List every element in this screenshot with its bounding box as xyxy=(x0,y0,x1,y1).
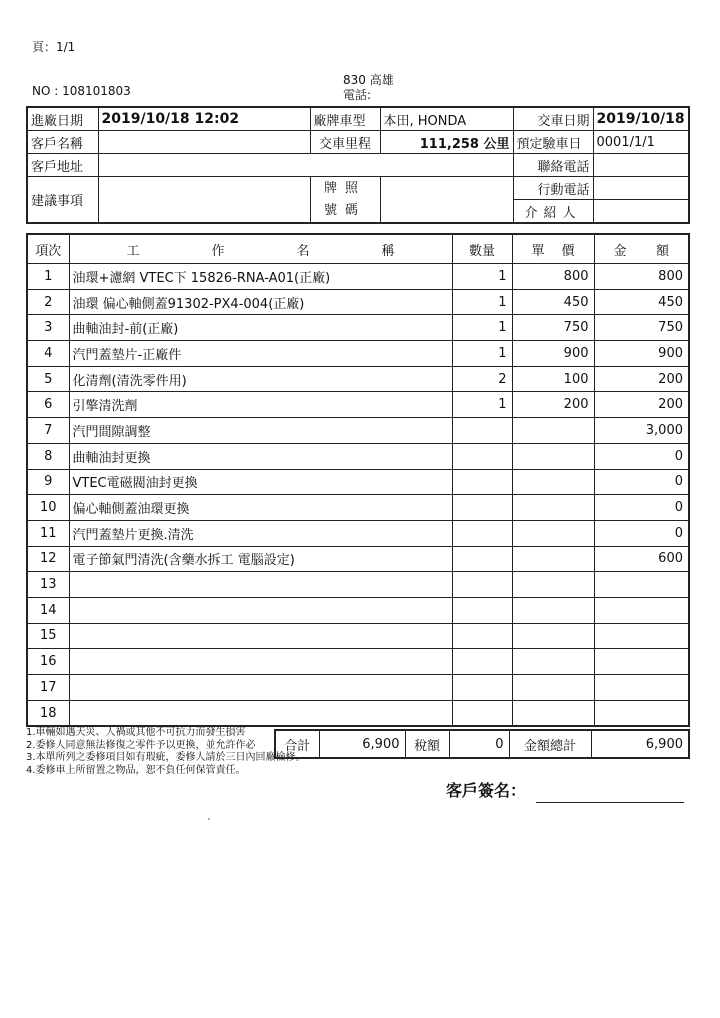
item-no: 11 xyxy=(27,520,69,546)
plate-label xyxy=(310,177,380,224)
item-unit-price xyxy=(512,597,594,623)
header-work-name xyxy=(69,234,452,264)
item-unit-price: 750 xyxy=(512,315,594,341)
item-no: 12 xyxy=(27,546,69,572)
item-quantity xyxy=(452,520,512,546)
table-row xyxy=(27,392,689,418)
item-quantity xyxy=(452,546,512,572)
delivery-date: 2019/10/18 xyxy=(593,107,689,131)
item-name: 電子節氣門清洗(含藥水拆工 電腦設定) xyxy=(69,546,452,572)
item-quantity xyxy=(452,675,512,701)
item-quantity: 1 xyxy=(452,315,512,341)
entry-date-label: 進廠日期 xyxy=(27,107,98,131)
signature-line[interactable] xyxy=(536,802,684,803)
vehicle-model: 本田, HONDA xyxy=(380,107,513,131)
item-name xyxy=(69,700,452,726)
item-no: 5 xyxy=(27,366,69,392)
item-quantity xyxy=(452,700,512,726)
customer-name xyxy=(98,131,310,154)
contact-phone-label: 聯絡電話 xyxy=(513,154,593,177)
subtotal-label: 合計 xyxy=(275,730,319,758)
inspection-date: 0001/1/1 xyxy=(593,131,689,154)
header-name-char: 工 xyxy=(126,243,140,259)
item-amount: 450 xyxy=(594,289,689,315)
item-no: 10 xyxy=(27,495,69,521)
item-no: 8 xyxy=(27,443,69,469)
work-items-table xyxy=(26,233,690,727)
item-no: 4 xyxy=(27,341,69,367)
referrer-label: 介紹人 xyxy=(513,200,593,224)
address-label: 客戶地址 xyxy=(27,154,98,177)
header-name-char: 作 xyxy=(211,243,225,259)
customer-address xyxy=(98,154,513,177)
item-name: 偏心軸側蓋油環更換 xyxy=(69,495,452,521)
item-amount xyxy=(594,675,689,701)
item-name: 汽門蓋墊片-正廠件 xyxy=(69,341,452,367)
mileage-label: 交車里程 xyxy=(310,131,380,154)
item-quantity xyxy=(452,623,512,649)
item-quantity xyxy=(452,495,512,521)
plate-label-line1: 牌照 xyxy=(323,180,366,196)
item-amount: 0 xyxy=(594,469,689,495)
shop-city: 830 高雄 xyxy=(343,73,394,87)
table-row xyxy=(27,675,689,701)
header-amount-char: 金 xyxy=(613,243,627,259)
customer-name-label: 客戶名稱 xyxy=(27,131,98,154)
item-no: 2 xyxy=(27,289,69,315)
header-name-char: 稱 xyxy=(381,243,395,259)
item-name xyxy=(69,623,452,649)
tax-label: 稅額 xyxy=(405,730,449,758)
item-name: 曲軸油封更換 xyxy=(69,443,452,469)
table-row xyxy=(27,520,689,546)
header-item-no: 項次 xyxy=(27,234,69,264)
item-name: 化清劑(清洗零件用) xyxy=(69,366,452,392)
inspection-label: 預定驗車日 xyxy=(513,131,593,154)
item-name xyxy=(69,597,452,623)
item-name xyxy=(69,572,452,598)
table-row xyxy=(27,546,689,572)
item-amount: 0 xyxy=(594,495,689,521)
item-amount: 800 xyxy=(594,264,689,290)
item-quantity xyxy=(452,597,512,623)
item-quantity: 1 xyxy=(452,264,512,290)
table-row xyxy=(27,597,689,623)
item-quantity xyxy=(452,469,512,495)
item-name xyxy=(69,675,452,701)
table-row xyxy=(27,495,689,521)
item-unit-price: 450 xyxy=(512,289,594,315)
item-name xyxy=(69,649,452,675)
table-row xyxy=(27,623,689,649)
item-amount xyxy=(594,572,689,598)
table-row xyxy=(27,315,689,341)
header-price-char: 單 xyxy=(531,243,545,259)
item-name: 油環 偏心軸側蓋91302-PX4-004(正廠) xyxy=(69,289,452,315)
header-amount xyxy=(594,234,689,264)
page-number: 頁：1/1 xyxy=(32,40,76,54)
item-no: 7 xyxy=(27,418,69,444)
note-line: 4.委修車上所留置之物品，恕不負任何保管責任。 xyxy=(26,764,246,776)
header-quantity: 數量 xyxy=(452,234,512,264)
table-row xyxy=(27,700,689,726)
item-unit-price xyxy=(512,546,594,572)
item-unit-price: 100 xyxy=(512,366,594,392)
delivery-date-label: 交車日期 xyxy=(513,107,593,131)
grand-total: 6,900 xyxy=(591,730,689,758)
item-amount: 0 xyxy=(594,443,689,469)
referrer xyxy=(593,200,689,224)
item-amount: 0 xyxy=(594,520,689,546)
item-unit-price xyxy=(512,418,594,444)
header-price-char: 價 xyxy=(561,243,575,259)
advice-label: 建議事項 xyxy=(27,177,98,224)
item-unit-price xyxy=(512,623,594,649)
item-quantity xyxy=(452,443,512,469)
table-row xyxy=(27,264,689,290)
grand-total-label: 金額總計 xyxy=(509,730,591,758)
item-amount xyxy=(594,649,689,675)
item-quantity xyxy=(452,649,512,675)
item-quantity xyxy=(452,418,512,444)
item-unit-price xyxy=(512,675,594,701)
mobile-phone xyxy=(593,177,689,200)
item-no: 1 xyxy=(27,264,69,290)
table-row xyxy=(27,649,689,675)
item-no: 14 xyxy=(27,597,69,623)
item-unit-price xyxy=(512,443,594,469)
contact-phone xyxy=(593,154,689,177)
item-unit-price: 800 xyxy=(512,264,594,290)
header-unit-price xyxy=(512,234,594,264)
entry-date: 2019/10/18 12:02 xyxy=(98,107,310,131)
table-row xyxy=(27,366,689,392)
table-row xyxy=(27,469,689,495)
item-unit-price xyxy=(512,520,594,546)
header-name-char: 名 xyxy=(296,243,310,259)
item-amount: 750 xyxy=(594,315,689,341)
item-no: 16 xyxy=(27,649,69,675)
item-quantity: 1 xyxy=(452,392,512,418)
item-no: 6 xyxy=(27,392,69,418)
scan-speck xyxy=(208,818,210,820)
item-no: 17 xyxy=(27,675,69,701)
totals-table xyxy=(274,729,690,759)
item-no: 15 xyxy=(27,623,69,649)
item-unit-price xyxy=(512,572,594,598)
note-line: 3.本單所列之委修項目如有瑕疵，委修人請於三日內回廠檢修。 xyxy=(26,752,306,763)
advice xyxy=(98,177,310,224)
item-name: 油環+濾網 VTEC下 15826-RNA-A01(正廠) xyxy=(69,264,452,290)
model-label: 廠牌車型 xyxy=(310,107,380,131)
item-unit-price xyxy=(512,649,594,675)
item-name: 汽門蓋墊片更換.清洗 xyxy=(69,520,452,546)
item-quantity: 2 xyxy=(452,366,512,392)
item-amount: 3,000 xyxy=(594,418,689,444)
tax: 0 xyxy=(449,730,509,758)
item-name: 汽門間隙調整 xyxy=(69,418,452,444)
table-row xyxy=(27,341,689,367)
item-unit-price xyxy=(512,469,594,495)
plate-label-line2: 號碼 xyxy=(323,202,366,218)
item-unit-price: 200 xyxy=(512,392,594,418)
mileage: 111,258 公里 xyxy=(380,131,513,154)
item-name: 引擎清洗劑 xyxy=(69,392,452,418)
table-row xyxy=(27,418,689,444)
items-header-row xyxy=(27,234,689,264)
subtotal: 6,900 xyxy=(319,730,405,758)
note-line: 1.車輛如遇天災、人禍或其他不可抗力而發生損害 xyxy=(26,727,246,738)
table-row xyxy=(27,443,689,469)
license-plate xyxy=(380,177,513,224)
order-number: NO : 108101803 xyxy=(32,84,131,98)
item-amount: 600 xyxy=(594,546,689,572)
item-name: VTEC電磁閥油封更換 xyxy=(69,469,452,495)
item-unit-price xyxy=(512,495,594,521)
mobile-label: 行動電話 xyxy=(513,177,593,200)
item-quantity: 1 xyxy=(452,289,512,315)
item-no: 18 xyxy=(27,700,69,726)
table-row xyxy=(27,572,689,598)
item-no: 13 xyxy=(27,572,69,598)
table-row xyxy=(27,289,689,315)
item-unit-price: 900 xyxy=(512,341,594,367)
note-line: 2.委修人同意無法修復之零件予以更換，並允許作必 xyxy=(26,739,256,751)
item-amount: 900 xyxy=(594,341,689,367)
customer-signature-label: 客戶簽名： xyxy=(446,781,527,800)
vehicle-info-table xyxy=(26,106,690,224)
item-quantity xyxy=(452,572,512,598)
item-unit-price xyxy=(512,700,594,726)
item-amount xyxy=(594,597,689,623)
item-name: 曲軸油封-前(正廠) xyxy=(69,315,452,341)
item-amount: 200 xyxy=(594,392,689,418)
header-amount-char: 額 xyxy=(655,243,669,259)
item-amount xyxy=(594,700,689,726)
shop-phone: 電話: xyxy=(343,88,372,102)
item-no: 9 xyxy=(27,469,69,495)
item-amount: 200 xyxy=(594,366,689,392)
item-quantity: 1 xyxy=(452,341,512,367)
item-no: 3 xyxy=(27,315,69,341)
item-amount xyxy=(594,623,689,649)
